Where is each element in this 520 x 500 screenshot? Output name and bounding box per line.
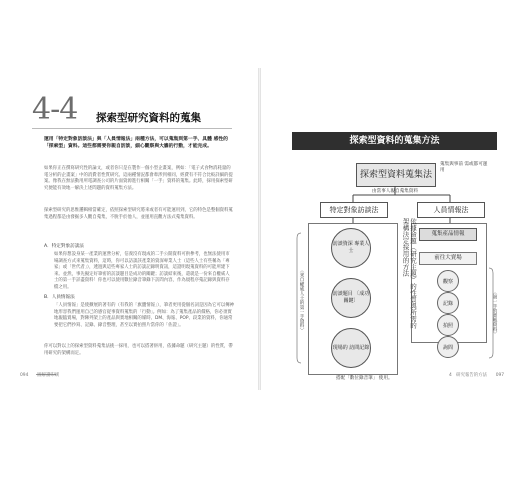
recorder-note: 搭配「數位錄音筆」 使用。 [336,376,393,381]
section-b-paragraph: 「人員情報」是使擴展的著有的（有我的「旗鹽情報」），筆者更用從個名詞是因為它可以傳神地形容我們運用自己的感官從事資料蒐集的「行動」。例如：為了蒐集產品的價格，你必須實地親臨賣場，對陳列架上的產品與實地相關的媒時、DM、海報、POP、段業的資料，你通常要把它們抄寫、記錄、錄音整理，甚至以實拍照片當你的「佐證」。 [54,303,235,328]
left-page [6,68,258,390]
center-vertical-note: 依據命題（研究主題）的性質與所需的架構決定採用的方法 [401,218,417,329]
step-inquire: 詢問 [437,336,459,358]
book-spread [6,68,513,390]
right-page [261,68,513,390]
body-paragraph-3: 你可以對以上的探索型資料蒐集法挑一採用，也可以搭著併用，依據命題（研究主題）的性質，帶用研究的架構而定。 [44,344,233,356]
method-interview: 特定對象訪談法 [320,202,388,218]
left-folio: 094 圖解讀印刷 [20,373,60,378]
chapter-title: 探索型研究資料的蒐集 [96,112,201,124]
main-note: 蒐集與事前 需或都可運用 [440,162,488,174]
step-record: 記錄 [437,292,459,314]
section-a-paragraph: 如果你想設身某一產業的運營分析，信義沒有現成的二手公開資料可供參考，也無法使用市場調查方式來蒐集資料，這時，你可以訪談該產業的資深專業人士（這些人士有些稱為「專家」或「世代者」），透過與這些專家人士的訪談記錄明資訊，這證明現蒐資料的可能所建下來。並然，事先擬定好筆密的訪談題目是成功的關鍵；訪談結束後，還就是一份來自權威人士的第一手詳盡資料！你也可以使用數位錄音筆錄下訪問內容，作為規程序蒐記錄與資料存檔之用。 [54,252,230,290]
step-photograph: 拍照 [437,314,459,336]
collect-product-intel: 蒐集產品情報 [419,228,477,241]
right-side-note: 〈第一手的實地資料〉 [492,290,497,336]
section-a-heading: A．特定對象訪談法 [44,244,84,249]
go-to-hypermarket: 前往大賣場 [419,252,477,265]
body-paragraph-2: 探索型研究的思惟邏輯相當確定，依照探索型研究將來或者有可能運用到，它的特色是整個資料蒐集過程都是由發掘多人觀自蒐集，不脫手於他人，並運用直觀方法式蒐集資料。 [44,208,233,220]
section-b-heading: B．人員情報法 [44,295,75,300]
step-onsite-record: 現場的 訪問記錄 [331,328,371,368]
chapter-number: 4-4 [32,92,78,127]
main-method-box: 探索型資料蒐集法 [356,163,436,187]
title-rule [32,128,232,129]
right-folio: 4 研究報告的方法 097 [449,373,505,378]
body-paragraph-1: 如果你正在撰寫研究性的論文，或者你只是在製作一個小型企畫案，例如：「電子式食物消耗量的電分析的企畫案」中的消費者性質研究。這兩種情況都會牽涉到相同，經費有不符合比較詳細的提案。像我在無法動用所電調查公司的片面資源進行相關「一手」資料的蒐集。此時，採用探索型研究便能有效地一解決上述問題的資料蒐集方法。 [44,166,233,191]
diagram-title: 探索型資料的蒐集方法 [292,132,497,150]
step-interview-questions: 訪談題目 〔成功關鍵〕 [331,278,371,318]
left-side-note: 〈來自權威人士的第一手資料〉 [299,268,304,333]
step-observe: 觀察 [437,270,459,292]
mid-label: 由當事人親自蒐集資料 [372,189,418,194]
step-interview-experts: 訪談資深 專業人士 [331,228,371,268]
method-intel: 人員情報法 [417,202,485,218]
lead-paragraph: 運用「特定對象訪談法」與「人員情報法」兩種方法，可以蒐集到第一手、具體 感性的「探索型」資料。這些都需要你親自訪談，細心觀察與大膽的行動，才能完成。 [44,137,228,150]
